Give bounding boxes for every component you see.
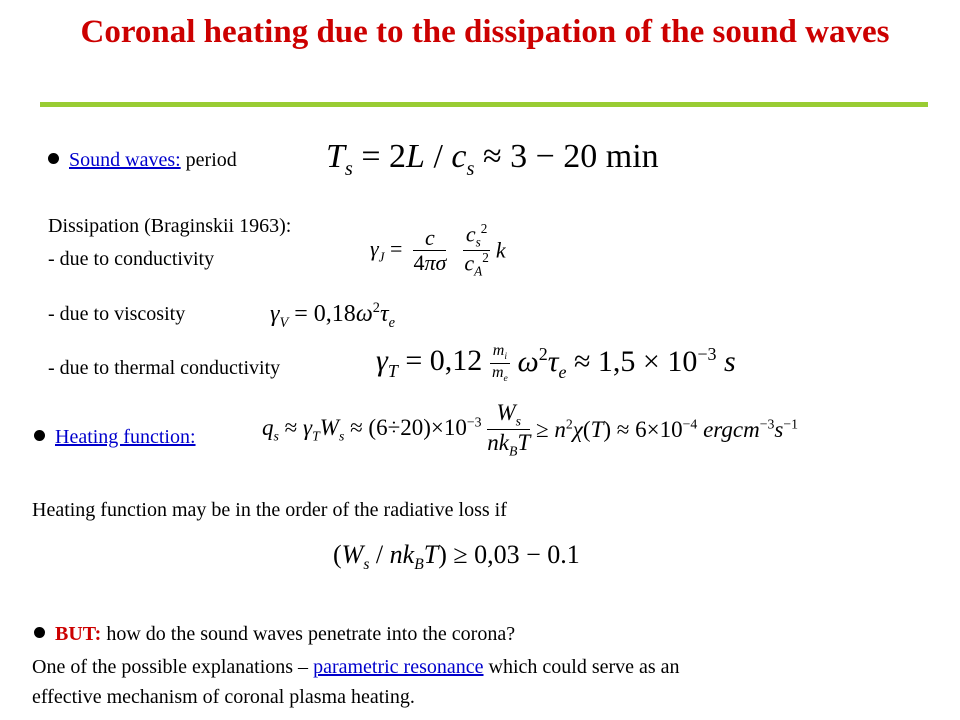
slide-title: Coronal heating due to the dissipation of the sound waves	[80, 14, 890, 50]
conductivity-label: - due to conductivity	[48, 248, 215, 270]
bullet-icon	[34, 430, 45, 441]
explanation-part2: which could serve as an	[483, 656, 680, 678]
parametric-resonance-link[interactable]: parametric resonance	[313, 656, 484, 678]
bullet-icon	[34, 627, 45, 638]
heating-function-link[interactable]: Heating function:	[55, 426, 196, 448]
viscosity-equation: $\gamma_V = 0,18\omega^2\tau_e$	[270, 300, 395, 331]
title-divider	[40, 102, 928, 107]
conductivity-equation: $\gamma_J$ = $\frac{c}{4\pi\sigma}$ $\frac{c_s^2}{c_A^2}$ k	[370, 221, 506, 279]
radiative-text: Heating function may be in the order of the radiative loss if	[32, 499, 507, 521]
sound-period-equation: $T_s = 2L / c_s \approx 3 - 20$ min	[326, 138, 659, 180]
radiative-condition-equation: $(W_s / nk_BT) \ge 0,03 - 0.1$	[333, 540, 580, 574]
sound-waves-line	[48, 148, 237, 172]
sound-waves-text: period	[180, 149, 237, 171]
heating-equation: $q_s \approx \gamma_TW_s \approx (6\div 20)\times 10^{-3}$ $\frac{W_s}{nk_BT}$ ≥ $n^2\chi(T) \approx 6\times 10^{-4}$ $ergcm^{-3}s^{-1}$	[262, 400, 799, 459]
explanation-line1	[32, 655, 680, 679]
but-line	[34, 622, 515, 646]
thermal-equation: $\gamma_T = 0,12$ $\frac{m_i}{m_e}$ $\omega^2\tau_e \approx 1,5 \times 10^{-3}$ s	[376, 342, 736, 384]
explanation-part1: One of the possible explanations –	[32, 656, 314, 678]
thermal-label: - due to thermal conductivity	[48, 357, 281, 379]
viscosity-label: - due to viscosity	[48, 303, 186, 325]
sound-waves-link[interactable]: Sound waves:	[69, 149, 181, 171]
dissipation-header: Dissipation (Braginskii 1963):	[48, 215, 292, 237]
bullet-icon	[48, 153, 59, 164]
but-text: how do the sound waves penetrate into the corona?	[101, 623, 516, 645]
explanation-line2: effective mechanism of coronal plasma heating.	[32, 686, 415, 708]
heating-line	[34, 425, 196, 449]
but-label: BUT:	[55, 623, 102, 645]
